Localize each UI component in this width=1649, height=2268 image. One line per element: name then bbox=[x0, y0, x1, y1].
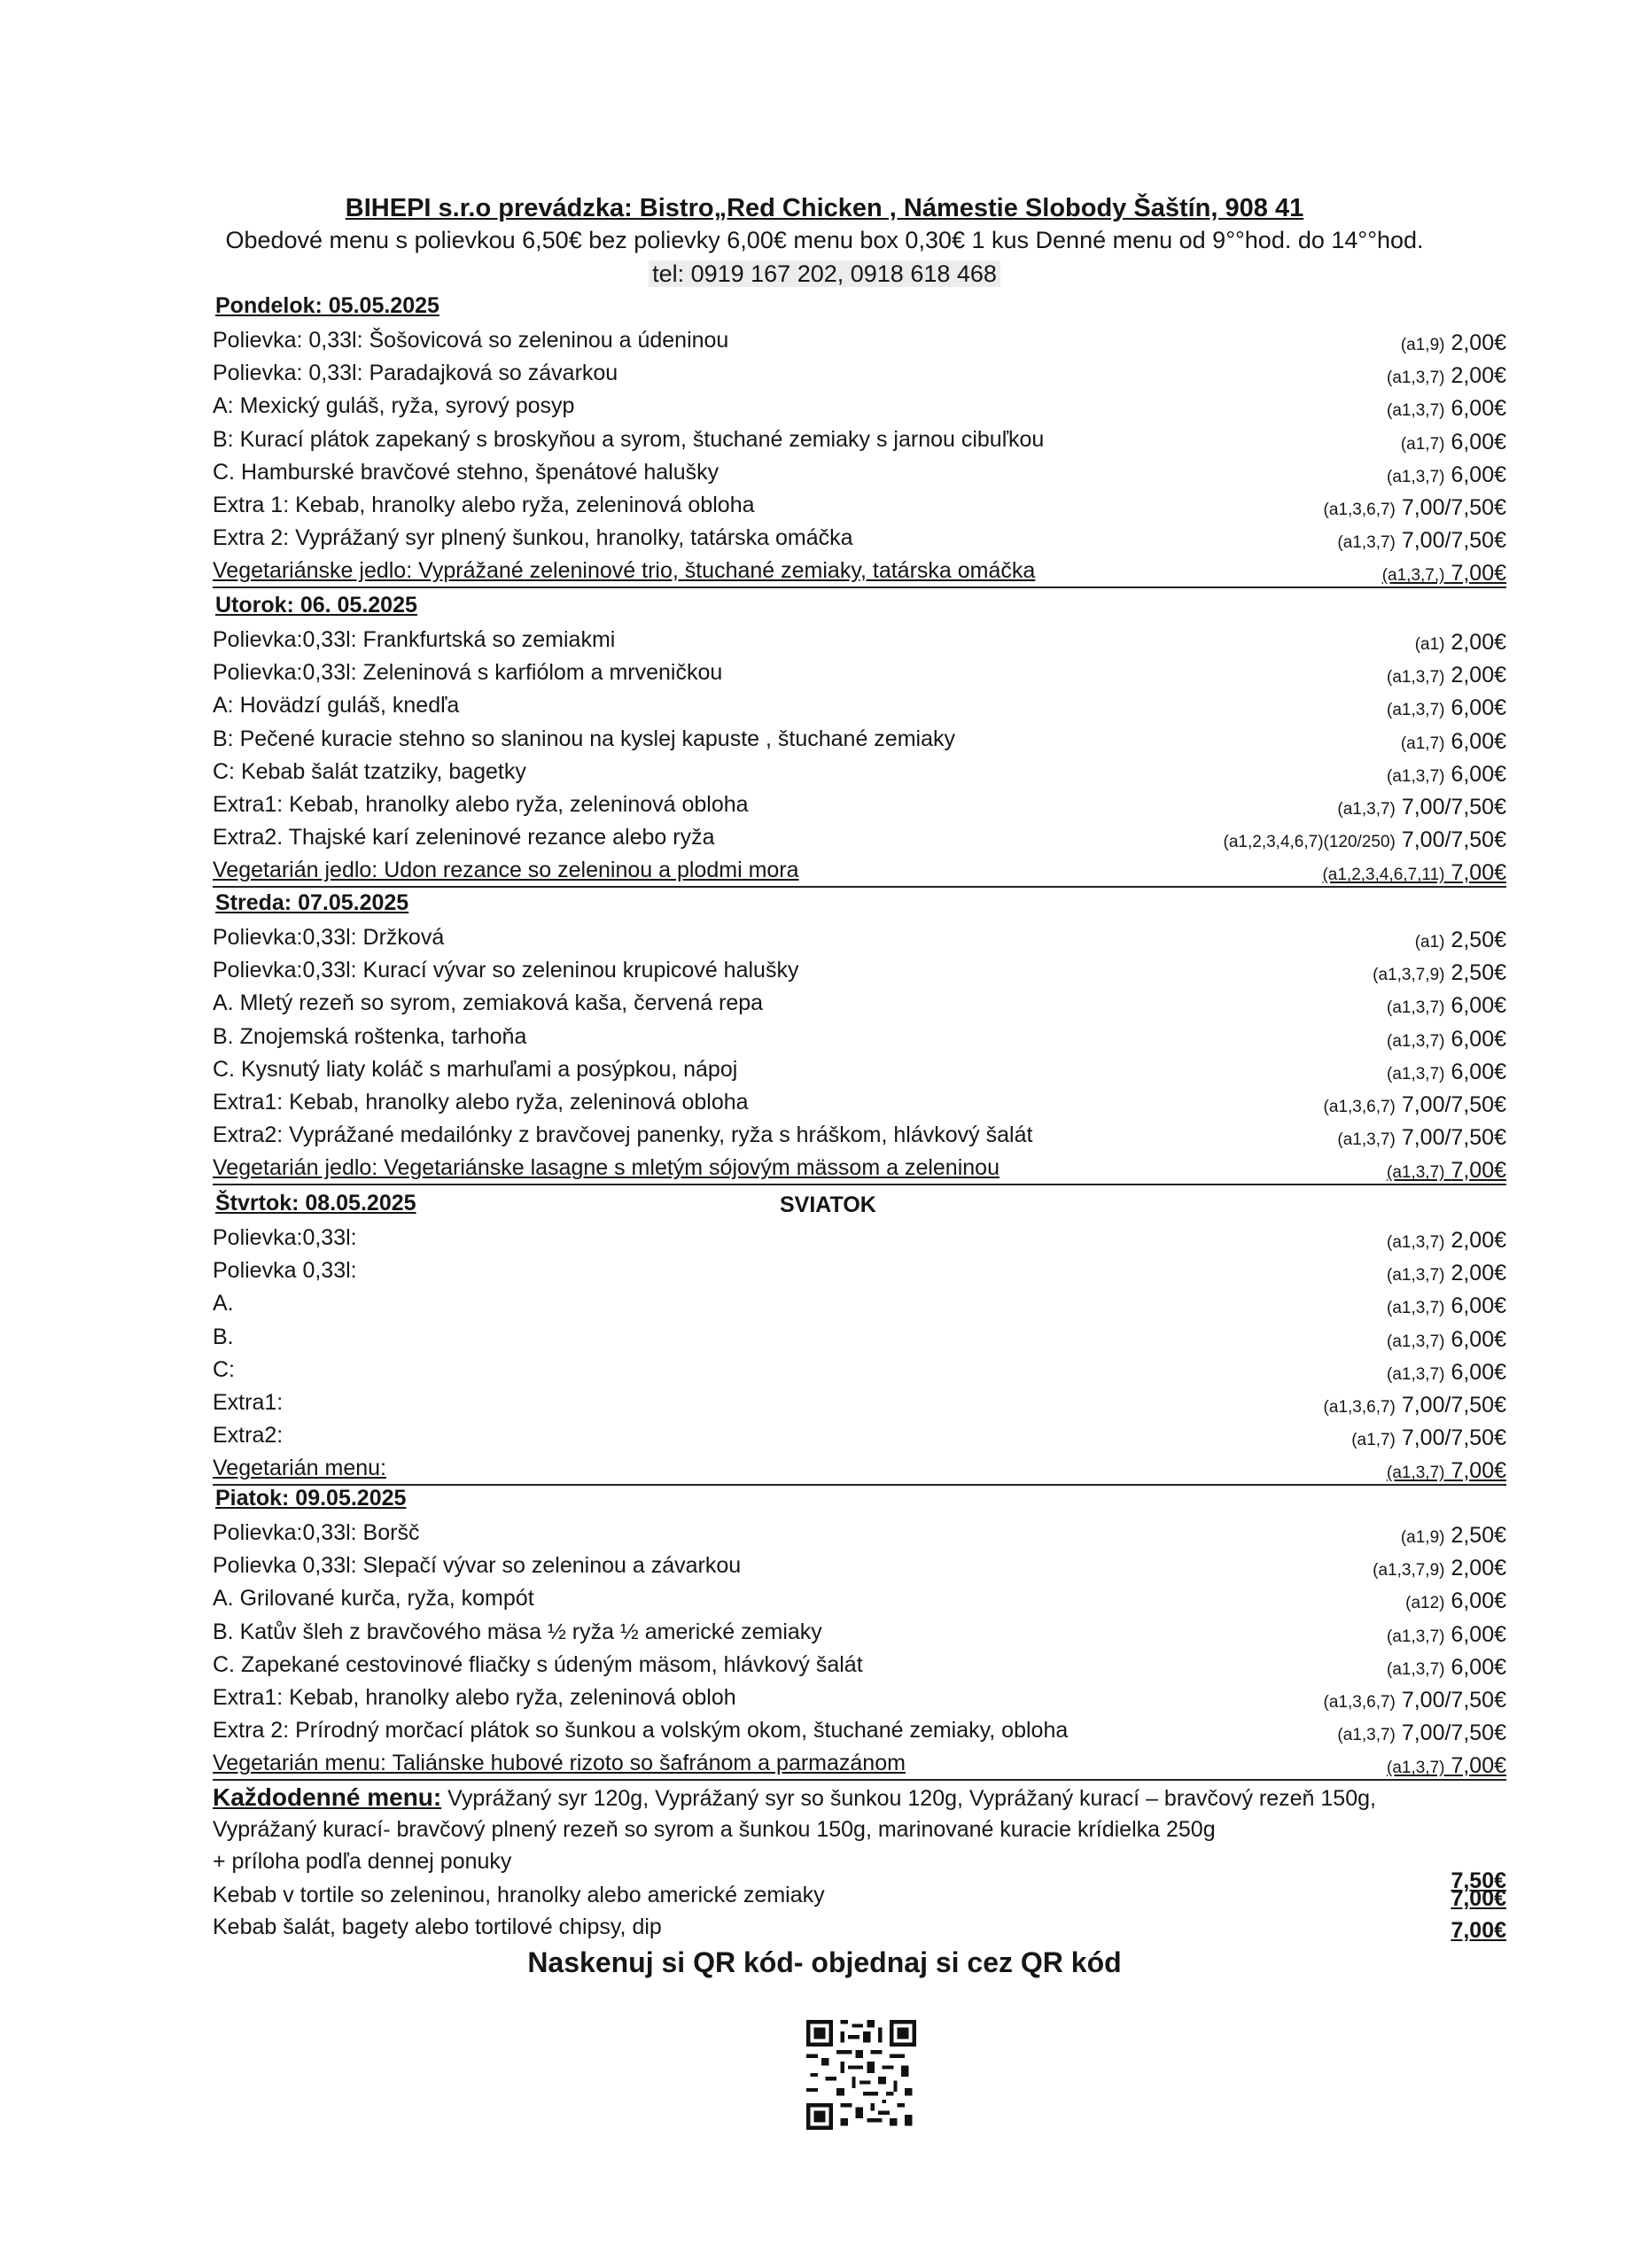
menu-item-row bbox=[213, 1386, 1506, 1418]
daily-menu-line-1 bbox=[213, 1783, 1506, 1814]
menu-item-name: B. Znojemská roštenka, tarhoňa bbox=[213, 1023, 527, 1049]
menu-item-name: C. Zapekané cestovinové fliačky s údeným mäsom, hlávkový šalát bbox=[213, 1651, 863, 1677]
menu-item-price-group bbox=[1387, 990, 1506, 1024]
menu-item-price: 6,00€ bbox=[1451, 695, 1506, 721]
menu-item-price-group bbox=[1387, 1023, 1506, 1058]
menu-item-name: B. bbox=[213, 1324, 234, 1349]
menu-item-name: Polievka:0,33l: Boršč bbox=[213, 1520, 420, 1545]
menu-item-price: 7,00€ bbox=[1451, 1458, 1506, 1484]
allergen-codes: (a1,3,7) bbox=[1387, 1266, 1445, 1285]
menu-item-name: Extra1: Kebab, hranolky alebo ryža, zeleninová obloh bbox=[213, 1685, 736, 1710]
menu-item-price: 7,00€ bbox=[1451, 561, 1506, 586]
allergen-codes: (a1,3,7) bbox=[1387, 701, 1445, 720]
menu-item-name: Extra1: bbox=[213, 1390, 284, 1415]
menu-item-row bbox=[213, 1682, 1506, 1713]
menu-item-row bbox=[213, 1616, 1506, 1648]
menu-item-price: 7,00€ bbox=[1451, 1753, 1506, 1779]
daily-menu-price-3: 7,00€ bbox=[1451, 1918, 1506, 1943]
menu-item-price-group bbox=[1387, 1224, 1506, 1259]
menu-item-price-group bbox=[1405, 1585, 1506, 1619]
menu-item-price-group bbox=[1324, 1684, 1506, 1719]
daily-menu-line-3 bbox=[213, 1846, 1506, 1893]
menu-item-name: B: Kurací plátok zapekaný s broskyňou a syrom, štuchané zemiaky s jarnou cibuľkou bbox=[213, 426, 1045, 452]
menu-item-row bbox=[213, 1649, 1506, 1681]
menu-item-name: Extra 1: Kebab, hranolky alebo ryža, zeleninová obloha bbox=[213, 493, 755, 517]
allergen-codes: (a12) bbox=[1405, 1594, 1445, 1613]
menu-item-row bbox=[213, 656, 1506, 688]
vegetarian-menu-row bbox=[213, 555, 1506, 586]
allergen-codes: (a1,3,7,) bbox=[1381, 566, 1445, 586]
menu-item-price-group bbox=[1337, 524, 1506, 559]
menu-item-price-group bbox=[1387, 1257, 1506, 1292]
menu-item-price-group bbox=[1337, 1122, 1506, 1156]
daily-menu-text-3: + príloha podľa dennej ponuky bbox=[213, 1849, 512, 1874]
allergen-codes: (a1,3,7) bbox=[1387, 668, 1445, 687]
menu-item-name: Extra1: Kebab, hranolky alebo ryža, zeleninová obloha bbox=[213, 1090, 749, 1115]
allergen-codes: (a1,3,7) bbox=[1387, 1332, 1445, 1351]
menu-item-price-group bbox=[1351, 1422, 1506, 1456]
daily-menu-label: Každodenné menu: bbox=[213, 1783, 442, 1811]
vegetarian-menu-row bbox=[213, 1152, 1506, 1184]
allergen-codes: (a1,3,7,9) bbox=[1373, 1561, 1445, 1581]
allergen-codes: (a1,2,3,4,6,7,11) bbox=[1322, 866, 1445, 885]
allergen-codes: (a1,3,7) bbox=[1337, 800, 1396, 819]
menu-item-row bbox=[213, 1053, 1506, 1085]
menu-item-price: 6,00€ bbox=[1451, 1293, 1506, 1319]
menu-item-row bbox=[213, 756, 1506, 788]
allergen-codes: (a1,3,7) bbox=[1337, 1726, 1396, 1745]
day-heading: Utorok: 06. 05.2025 bbox=[215, 593, 417, 617]
menu-item-price-group bbox=[1387, 1619, 1506, 1653]
menu-item-row bbox=[213, 1582, 1506, 1614]
menu-item-price: 2,50€ bbox=[1451, 960, 1506, 986]
menu-item-price: 2,00€ bbox=[1451, 663, 1506, 688]
menu-item-price: 7,00/7,50€ bbox=[1401, 495, 1506, 520]
menu-item-row bbox=[213, 1714, 1506, 1746]
menu-item-price-group bbox=[1337, 1717, 1506, 1751]
allergen-codes: (a1,3,7) bbox=[1387, 369, 1445, 388]
daily-menu-line-4 bbox=[213, 1880, 1506, 1910]
allergen-codes: (a1,3,7) bbox=[1387, 998, 1445, 1018]
allergen-codes: (a1,3,7) bbox=[1387, 1627, 1445, 1646]
menu-item-price-group bbox=[1387, 360, 1506, 394]
allergen-codes: (a1,7) bbox=[1351, 1431, 1396, 1450]
menu-item-name: C: Kebab šalát tzatziky, bagetky bbox=[213, 758, 526, 784]
menu-item-price-group bbox=[1373, 957, 1506, 991]
menu-item-price-group bbox=[1324, 1389, 1506, 1424]
allergen-codes: (a1,3,7) bbox=[1337, 1130, 1396, 1150]
menu-item-name: Polievka:0,33l: Držková bbox=[213, 925, 445, 950]
allergen-codes: (a1,3,7) bbox=[1387, 1659, 1445, 1679]
allergen-codes: (a1,3,7) bbox=[1387, 1031, 1445, 1051]
menu-item-name: Extra2. Thajské karí zeleninové rezance alebo ryža bbox=[213, 825, 715, 850]
menu-item-name: Polievka:0,33l: bbox=[213, 1225, 357, 1250]
menu-item-price: 7,00/7,50€ bbox=[1401, 827, 1506, 853]
menu-item-row bbox=[213, 1287, 1506, 1319]
menu-item-price-group bbox=[1373, 1552, 1506, 1587]
menu-item-name: Polievka: 0,33l: Šošovicová so zeleninou a údeninou bbox=[213, 328, 729, 353]
menu-item-name: Polievka 0,33l: bbox=[213, 1258, 357, 1284]
section-divider bbox=[213, 886, 1506, 888]
menu-item-name: C. Kysnutý liaty koláč s marhuľami a posýpkou, nápoj bbox=[213, 1056, 738, 1082]
menu-item-price-group bbox=[1401, 1519, 1506, 1554]
menu-item-row bbox=[213, 324, 1506, 356]
menu-item-name: Extra1: Kebab, hranolky alebo ryža, zeleninová obloha bbox=[213, 792, 749, 817]
menu-item-price: 6,00€ bbox=[1451, 1059, 1506, 1084]
vegetarian-menu-row bbox=[213, 854, 1506, 886]
day-heading: Štvrtok: 08.05.2025 bbox=[215, 1191, 416, 1216]
phone-line bbox=[0, 259, 1649, 289]
menu-item-price: 6,00€ bbox=[1451, 1326, 1506, 1352]
section-divider bbox=[213, 1184, 1506, 1185]
menu-item-row bbox=[213, 357, 1506, 389]
menu-item-price: 6,00€ bbox=[1451, 462, 1506, 487]
menu-item-price-group bbox=[1324, 492, 1506, 526]
menu-item-price: 7,00/7,50€ bbox=[1401, 528, 1506, 554]
menu-item-price-group bbox=[1324, 1089, 1506, 1123]
section-divider bbox=[213, 586, 1506, 588]
menu-item-row bbox=[213, 1321, 1506, 1353]
menu-item-row bbox=[213, 1222, 1506, 1254]
daily-menu-price-2: 7,00€ bbox=[1451, 1886, 1506, 1911]
menu-info: Obedové menu s polievkou 6,50€ bez polievky 6,00€ menu box 0,30€ 1 kus Denné menu od 9°°hod. do 14°°hod. bbox=[225, 227, 1424, 253]
menu-item-price: 6,00€ bbox=[1451, 1654, 1506, 1680]
menu-item-name: C. Hamburské bravčové stehno, špenátové halušky bbox=[213, 459, 719, 485]
allergen-codes: (a1,3,7) bbox=[1387, 1464, 1445, 1483]
qr-call-to-action: Naskenuj si QR kód- objednaj si cez QR kód bbox=[527, 1946, 1122, 1978]
menu-item-name: A: Mexický guláš, ryža, syrový posyp bbox=[213, 393, 575, 419]
menu-item-name: Polievka:0,33l: Zeleninová s karfiólom a mrveničkou bbox=[213, 660, 723, 686]
menu-item-price-group bbox=[1415, 924, 1506, 959]
menu-item-row bbox=[213, 788, 1506, 820]
daily-menu-line-2 bbox=[213, 1814, 1506, 1845]
vegetarian-menu-row bbox=[213, 1747, 1506, 1779]
menu-item-name: A. bbox=[213, 1291, 234, 1317]
menu-item-name: A. Grilované kurča, ryža, kompót bbox=[213, 1586, 534, 1612]
menu-item-price: 6,00€ bbox=[1451, 761, 1506, 787]
menu-item-price: 6,00€ bbox=[1451, 1588, 1506, 1614]
menu-item-price: 2,00€ bbox=[1451, 1261, 1506, 1286]
menu-item-price: 2,50€ bbox=[1451, 928, 1506, 952]
menu-item-row bbox=[213, 821, 1506, 853]
menu-item-price-group bbox=[1387, 692, 1506, 726]
allergen-codes: (a1,3,7) bbox=[1387, 1364, 1445, 1384]
day-heading: Streda: 07.05.2025 bbox=[215, 890, 409, 915]
menu-item-price: 2,50€ bbox=[1451, 1523, 1506, 1548]
menu-item-price: 6,00€ bbox=[1451, 1359, 1506, 1385]
allergen-codes: (a1,3,6,7) bbox=[1323, 1693, 1396, 1712]
allergen-codes: (a1,3,7) bbox=[1387, 1233, 1445, 1252]
menu-item-row bbox=[213, 1354, 1506, 1386]
allergen-codes: (a1) bbox=[1414, 933, 1445, 951]
menu-item-price: 2,00€ bbox=[1451, 363, 1506, 389]
menu-item-price: 6,00€ bbox=[1451, 1026, 1506, 1052]
menu-item-price-group bbox=[1401, 426, 1506, 461]
daily-menu-text-4: Kebab v tortile so zeleninou, hranolky alebo americké zemiaky bbox=[213, 1883, 825, 1907]
allergen-codes: (a1,7) bbox=[1400, 734, 1445, 753]
menu-item-price: 2,00€ bbox=[1451, 1556, 1506, 1581]
menu-item-price-group bbox=[1387, 1324, 1506, 1358]
menu-item-row bbox=[213, 1550, 1506, 1581]
allergen-codes: (a1,3,7) bbox=[1337, 533, 1396, 553]
menu-item-name: Polievka:0,33l: Kurací vývar so zeleninou krupicové halušky bbox=[213, 958, 799, 983]
allergen-codes: (a1,3,6,7) bbox=[1323, 1098, 1396, 1116]
menu-item-price-group bbox=[1401, 327, 1506, 361]
menu-item-price: 6,00€ bbox=[1451, 993, 1506, 1019]
allergen-codes: (a1,3,6,7) bbox=[1323, 1398, 1396, 1417]
menu-item-name: Vegetarián menu: bbox=[213, 1456, 386, 1481]
allergen-codes: (a1,7) bbox=[1400, 434, 1445, 454]
section-divider bbox=[213, 1484, 1506, 1486]
day-heading: Pondelok: 05.05.2025 bbox=[215, 293, 439, 318]
menu-item-price-group bbox=[1415, 626, 1506, 661]
menu-item-name: B: Pečené kuracie stehno so slaninou na kyslej kapuste , štuchané zemiaky bbox=[213, 726, 955, 751]
holiday-label: SVIATOK bbox=[780, 1192, 876, 1217]
menu-item-row bbox=[213, 390, 1506, 422]
daily-menu-text-2: Vyprážaný kurací- bravčový plnený rezeň so syrom a šunkou 150g, marinované kuracie krídielka 250g bbox=[213, 1817, 1216, 1842]
allergen-codes: (a1,2,3,4,6,7)(120/250) bbox=[1223, 833, 1396, 852]
allergen-codes: (a1,3,7) bbox=[1387, 1299, 1445, 1318]
menu-item-name: Vegetarián jedlo: Vegetariánske lasagne s mletým sójovým mässom a zeleninou bbox=[213, 1155, 1000, 1181]
menu-item-name: A. Mletý rezeň so syrom, zemiaková kaša, červená repa bbox=[213, 990, 764, 1016]
menu-item-price: 7,00/7,50€ bbox=[1401, 1092, 1506, 1117]
menu-item-name: Vegetarián menu: Taliánske hubové rizoto so šafránom a parmazánom bbox=[213, 1751, 906, 1776]
allergen-codes: (a1,3,7) bbox=[1387, 401, 1445, 421]
menu-item-price-group bbox=[1387, 1651, 1506, 1686]
section-divider bbox=[213, 1779, 1506, 1781]
menu-item-row bbox=[213, 987, 1506, 1019]
menu-item-price: 6,00€ bbox=[1451, 1621, 1506, 1647]
menu-item-row bbox=[213, 954, 1506, 986]
menu-item-row bbox=[213, 1021, 1506, 1052]
menu-item-name: Extra 2: Prírodný morčací plátok so šunkou a volským okom, štuchané zemiaky, obloha bbox=[213, 1718, 1069, 1744]
menu-item-row bbox=[213, 489, 1506, 521]
business-title: BIHEPI s.r.o prevádzka: Bistro„Red Chicken , Námestie Slobody Šaštín, 908 41 bbox=[345, 194, 1304, 222]
menu-item-name: C: bbox=[213, 1356, 235, 1382]
menu-item-price: 2,00€ bbox=[1451, 330, 1506, 355]
menu-item-price: 7,00/7,50€ bbox=[1401, 1425, 1506, 1451]
allergen-codes: (a1,3,7) bbox=[1387, 1163, 1445, 1183]
menu-item-name: Polievka 0,33l: Slepačí vývar so zeleninou a závarkou bbox=[213, 1553, 742, 1579]
menu-item-row bbox=[213, 1119, 1506, 1151]
daily-menu-price-1: 7,50€ bbox=[1451, 1868, 1506, 1893]
menu-item-name: Polievka:0,33l: Frankfurtská so zemiakmi bbox=[213, 627, 616, 652]
menu-item-price: 7,00/7,50€ bbox=[1401, 1393, 1506, 1418]
menu-item-name: Extra2: Vyprážané medailónky z bravčovej panenky, ryža s hráškom, hlávkový šalát bbox=[213, 1122, 1033, 1148]
menu-item-price-group bbox=[1387, 758, 1506, 793]
menu-item-price-group bbox=[1224, 824, 1506, 858]
day-heading: Piatok: 09.05.2025 bbox=[215, 1486, 407, 1511]
phone-numbers: tel: 0919 167 202, 0918 618 468 bbox=[649, 260, 1000, 287]
menu-item-row bbox=[213, 1517, 1506, 1549]
menu-item-price: 2,00€ bbox=[1451, 630, 1506, 655]
allergen-codes: (a1,9) bbox=[1400, 336, 1445, 354]
menu-item-row bbox=[213, 921, 1506, 953]
menu-item-name: Vegetariánske jedlo: Vyprážané zeleninové trio, štuchané zemiaky, tatárska omáčka bbox=[213, 558, 1036, 584]
menu-item-price: 2,00€ bbox=[1451, 1228, 1506, 1253]
menu-item-price: 7,00€ bbox=[1451, 1158, 1506, 1184]
daily-menu-text-5: Kebab šalát, bagety alebo tortilové chipsy, dip bbox=[213, 1915, 662, 1939]
menu-item-row bbox=[213, 689, 1506, 721]
menu-item-price-group bbox=[1401, 726, 1506, 760]
menu-item-row bbox=[213, 723, 1506, 755]
allergen-codes: (a1,3,6,7) bbox=[1323, 501, 1396, 519]
menu-item-name: Extra2: bbox=[213, 1423, 284, 1449]
menu-item-price: 7,00/7,50€ bbox=[1401, 1720, 1506, 1746]
menu-item-price: 6,00€ bbox=[1451, 396, 1506, 422]
menu-item-price-group bbox=[1387, 459, 1506, 493]
vegetarian-menu-row bbox=[213, 1452, 1506, 1484]
allergen-codes: (a1,3,7,9) bbox=[1373, 966, 1445, 985]
menu-item-price-group bbox=[1387, 659, 1506, 694]
allergen-codes: (a1,3,7) bbox=[1387, 1064, 1445, 1084]
qr-code-icon[interactable] bbox=[806, 2020, 916, 2130]
menu-item-price: 6,00€ bbox=[1451, 429, 1506, 454]
menu-item-price-group bbox=[1337, 791, 1506, 826]
menu-item-row bbox=[213, 522, 1506, 554]
menu-item-price: 7,00/7,50€ bbox=[1401, 795, 1506, 819]
allergen-codes: (a1,9) bbox=[1400, 1528, 1445, 1547]
menu-item-row bbox=[213, 423, 1506, 455]
menu-item-price: 7,00/7,50€ bbox=[1401, 1688, 1506, 1713]
allergen-codes: (a1,3,7) bbox=[1387, 467, 1445, 486]
menu-item-price: 6,00€ bbox=[1451, 728, 1506, 754]
daily-menu-line-5 bbox=[213, 1912, 1506, 1942]
allergen-codes: (a1,3,7) bbox=[1387, 1759, 1445, 1778]
menu-item-price: 7,00/7,50€ bbox=[1401, 1125, 1506, 1151]
menu-item-name: A: Hovädzí guláš, knedľa bbox=[213, 693, 460, 718]
menu-item-row bbox=[213, 1419, 1506, 1451]
menu-item-price-group bbox=[1387, 1356, 1506, 1391]
menu-item-name: B. Katův šleh z bravčového mäsa ½ ryža ½ americké zemiaky bbox=[213, 1619, 822, 1644]
daily-menu-text-1: Vyprážaný syr 120g, Vyprážaný syr so šunkou 120g, Vyprážaný kurací – bravčový rezeň 150g, bbox=[441, 1786, 1376, 1811]
menu-item-price-group bbox=[1387, 1290, 1506, 1324]
menu-item-price-group bbox=[1387, 1056, 1506, 1091]
menu-item-price: 7,00€ bbox=[1451, 860, 1506, 886]
allergen-codes: (a1) bbox=[1414, 635, 1445, 654]
menu-item-name: Extra 2: Vyprážaný syr plnený šunkou, hranolky, tatárska omáčka bbox=[213, 525, 853, 551]
menu-item-row bbox=[213, 1254, 1506, 1286]
menu-item-row bbox=[213, 456, 1506, 488]
menu-item-row bbox=[213, 624, 1506, 656]
allergen-codes: (a1,3,7) bbox=[1387, 766, 1445, 786]
menu-item-row bbox=[213, 1086, 1506, 1118]
menu-item-name: Polievka: 0,33l: Paradajková so závarkou bbox=[213, 361, 618, 386]
menu-item-price-group bbox=[1387, 392, 1506, 427]
menu-item-name: Vegetarián jedlo: Udon rezance so zeleninou a plodmi mora bbox=[213, 858, 799, 883]
